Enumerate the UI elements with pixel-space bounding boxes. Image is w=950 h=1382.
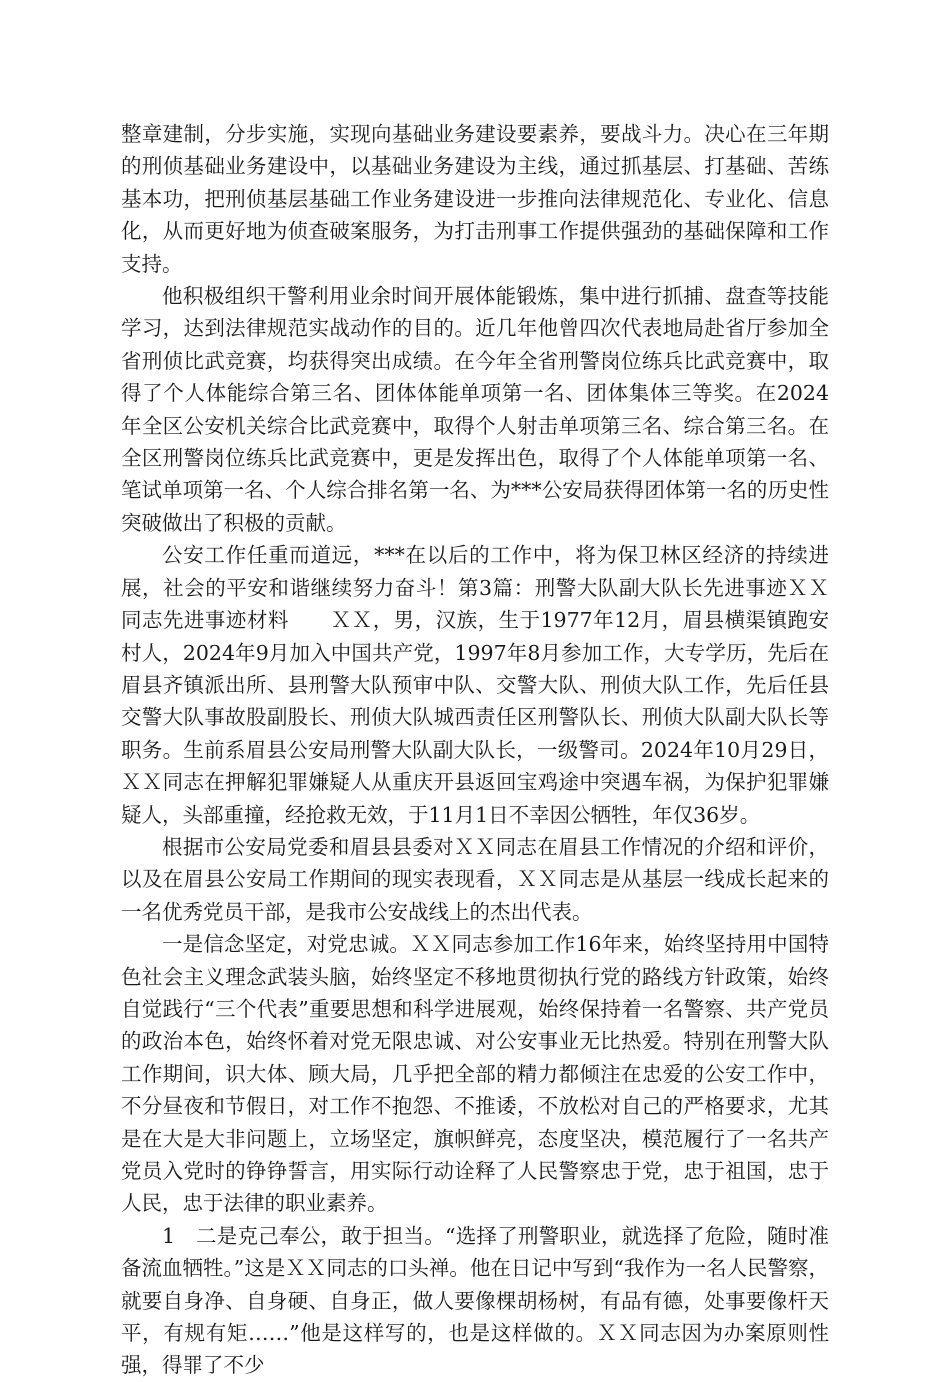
paragraph-3: 公安工作任重而道远，***在以后的工作中，将为保卫林区经济的持续进展，社会的平安和谐继续努力奋斗！第3篇：刑警大队副大队长先进事迹ＸＸ同志先进事迹材料 ＸＸ，男，汉族，生于1977年12月，眉县横渠镇跑安村人，2024年9月加入中国共产党，1997年8月参加工作，大专学历，先后在眉县齐镇派出所、县刑警大队预审中队、交警大队、刑侦大队工作，先后任县交警大队事故股副股长、刑侦大队城西责任区刑警队长、刑侦大队副大队长等职务。生前系眉县公安局刑警大队副大队长，一级警司。2024年10月29日，ＸＸ同志在押解犯罪嫌疑人从重庆开县返回宝鸡途中突遇车祸，为保护犯罪嫌疑人，头部重撞，经抢救无效，于11月1日不幸因公牺牲，年仅36岁。 — [121, 543, 829, 827]
document-body — [121, 118, 829, 1382]
paragraph-5: 一是信念坚定，对党忠诚。ＸＸ同志参加工作16年来，始终坚持用中国特色社会主义理念武装头脑，始终坚定不移地贯彻执行党的路线方针政策，始终自觉践行“三个代表”重要思想和科学进展观，始终保持着一名警察、共产党员的政治本色，始终怀着对党无限忠诚、对公安事业无比热爱。特别在刑警大队工作期间，识大体、顾大局，几乎把全部的精力都倾注在忠爱的公安工作中，不分昼夜和节假日，对工作不抱怨、不推诿，不放松对自己的严格要求，尤其是在大是大非问题上，立场坚定，旗帜鲜亮，态度坚决，模范履行了一名共产党员入党时的铮铮誓言，用实际行动诠释了人民警察忠于党，忠于祖国，忠于人民，忠于法律的职业素养。 — [121, 932, 829, 1216]
paragraph-1: 整章建制，分步实施，实现向基础业务建设要素养，要战斗力。决心在三年期的刑侦基础业务建设中，以基础业务建设为主线，通过抓基层、打基础、苦练基本功，把刑侦基层基础工作业务建设进一步推向法律规范化、专业化、信息化，从而更好地为侦查破案服务，为打击刑事工作提供强劲的基础保障和工作支持。 — [121, 122, 829, 276]
paragraph-2: 他积极组织干警利用业余时间开展体能锻炼，集中进行抓捕、盘查等技能学习，达到法律规范实战动作的目的。近几年他曾四次代表地局赴省厅参加全省刑侦比武竞赛，均获得突出成绩。在今年全省刑警岗位练兵比武竞赛中，取得了个人体能综合第三名、团体体能单项第一名、团体集体三等奖。在2024年全区公安机关综合比武竞赛中，取得个人射击单项第三名、综合第三名。在全区刑警岗位练兵比武竞赛中，更是发挥出色，取得了个人体能单项第一名、笔试单项第一名、个人综合排名第一名、为***公安局获得团体第一名的历史性突破做出了积极的贡献。 — [121, 284, 829, 535]
paragraph-6: 1 二是克己奉公，敢于担当。“选择了刑警职业，就选择了危险，随时准备流血牺牲。”这是ＸＸ同志的口头禅。他在日记中写到“我作为一名人民警察，就要自身净、自身硬、自身正，做人要像棵胡杨树，有品有德，处事要像杆天平，有规有矩……”他是这样写的，也是这样做的。ＸＸ同志因为办案原则性强，得罪了不少 — [121, 1223, 829, 1378]
paragraph-4: 根据市公安局党委和眉县县委对ＸＸ同志在眉县工作情况的介绍和评价，以及在眉县公安局工作期间的现实表现看，ＸＸ同志是从基层一线成长起来的一名优秀党员干部，是我市公安战线上的杰出代表。 — [121, 834, 829, 924]
